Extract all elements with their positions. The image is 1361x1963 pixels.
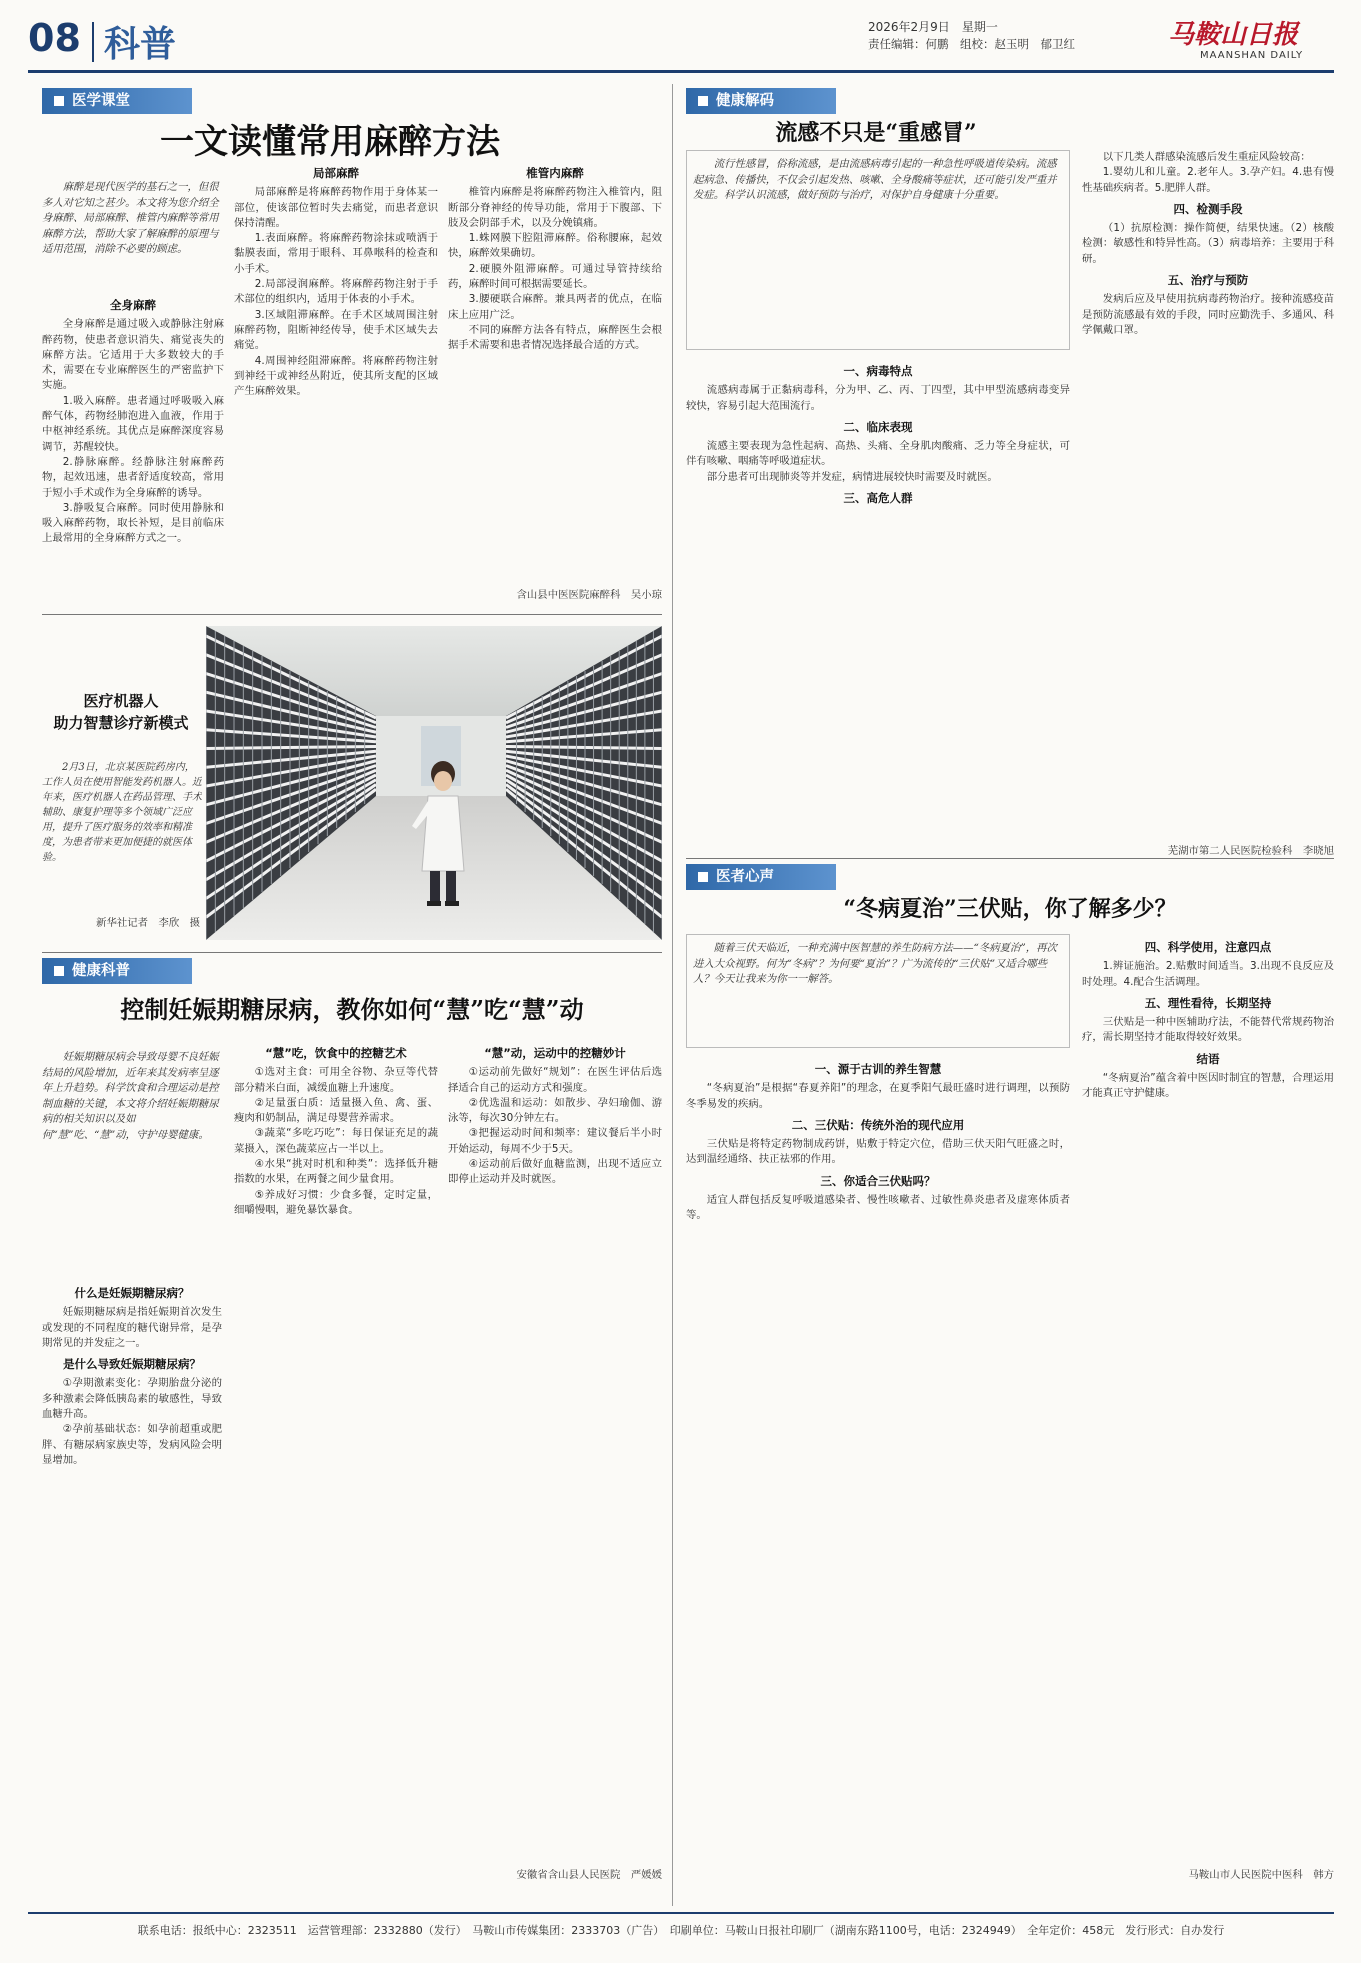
- section-heading: 全身麻醉: [110, 298, 156, 312]
- footer-rule: [28, 1912, 1334, 1914]
- header-rule: [28, 70, 1334, 73]
- intro-text: 麻醉是现代医学的基石之一，但很多人对它知之甚少。本文将为您介绍全身麻醉、局部麻醉、椎管内麻醉等常用麻醉方法，帮助大家了解麻醉的原理与适用范围，消除不必要的顾虑。: [42, 181, 219, 255]
- editors: 责任编辑：何鹏 组校：赵玉明 郁卫红: [868, 37, 1075, 51]
- paragraph: 1.吸入麻醉。患者通过呼吸吸入麻醉气体，药物经肺泡进入血液，作用于中枢神经系统。其优点是麻醉深度容易调节，苏醒较快。: [42, 394, 224, 453]
- section-heading: 三、高危人群: [843, 491, 913, 506]
- section-name: 科普: [104, 23, 177, 65]
- article2-col3: [448, 1040, 662, 1860]
- shelf-row: [206, 747, 376, 749]
- section-heading: 是什么导致妊娠期糖尿病？: [63, 1357, 201, 1372]
- article4-intro: [686, 934, 1070, 1048]
- article1-tag: [42, 88, 192, 114]
- intro-text: 妊娠期糖尿病会导致母婴不良妊娠结局的风险增加，近年来其发病率呈逐年上升趋势。科学饮食和合理运动是控制血糖的关键，本文将介绍妊娠期糖尿病的相关知识以及如何“慧”吃、“慧”动，守护母婴健康。: [42, 1051, 219, 1141]
- paragraph: （1）抗原检测：操作简便，结果快速。（2）核酸检测：敏感性和特异性高。（3）病毒培养：主要用于科研。: [1082, 222, 1334, 265]
- paragraph: “冬病夏治”蕴含着中医因时制宜的智慧，合理运用才能真正守护健康。: [1082, 1072, 1334, 1100]
- article4-col1: [686, 1056, 1070, 1886]
- photo-title-line1: 医疗机器人: [83, 692, 159, 710]
- paragraph: ③把握运动时间和频率：建议餐后半小时开始运动，每周不少于5天。: [448, 1127, 662, 1155]
- article2-author: 安徽省含山县人民医院 严媛媛: [516, 1869, 662, 1881]
- paragraph: ⑤养成好习惯：少食多餐，定时定量，细嚼慢咽，避免暴饮暴食。: [234, 1188, 438, 1216]
- intro-text: 随着三伏天临近，一种充满中医智慧的养生防病方法——“冬病夏治”，再次进入大众视野。何为“冬病”？为何要“夏治”？广为流传的“三伏贴”又适合哪些人？今天让我来为你一一解答。: [693, 942, 1057, 985]
- paragraph: 3.静吸复合麻醉。同时使用静脉和吸入麻醉药物，取长补短，是目前临床上最常用的全身麻醉方式之一。: [42, 501, 224, 545]
- paragraph: 三伏贴是一种中医辅助疗法，不能替代常规药物治疗，需长期坚持才能取得较好效果。: [1082, 1016, 1334, 1044]
- shelf-row: [506, 747, 662, 749]
- tag-label: 医者心声: [716, 869, 774, 885]
- section-heading: 结语: [1196, 1051, 1220, 1066]
- paragraph: 以下几类人群感染流感后发生重症风险较高：: [1102, 151, 1311, 163]
- paragraph: 1.辨证施治。2.贴敷时间适当。3.出现不良反应及时处理。4.配合生活调理。: [1082, 960, 1334, 988]
- page-divider: [672, 84, 673, 1906]
- article4-top-rule: [686, 858, 1334, 859]
- paragraph: 2.局部浸润麻醉。将麻醉药物注射于手术部位的组织内，适用于体表的小手术。: [234, 278, 438, 306]
- article3-author: 芜湖市第二人民医院检验科 李晓旭: [1167, 845, 1334, 857]
- section-heading: “慧”吃，饮食中的控糖艺术: [265, 1046, 407, 1060]
- photo-title: [42, 690, 200, 734]
- article2-title: 控制妊娠期糖尿病，教你如何“慧”吃“慧”动: [120, 995, 584, 1024]
- paragraph: ②优选温和运动：如散步、孕妇瑜伽、游泳等，每次30分钟左右。: [448, 1096, 662, 1125]
- intro-text: 流行性感冒，俗称流感，是由流感病毒引起的一种急性呼吸道传染病。流感起病急、传播快，不仅会引起发热、咳嗽、全身酸痛等症状，还可能引发严重并发症。科学认识流感，做好预防与治疗，对保护自身健康十分重要。: [693, 158, 1057, 201]
- paper-logo: 马鞍山日报: [1168, 20, 1299, 50]
- paragraph: 全身麻醉是通过吸入或静脉注射麻醉药物，使患者意识消失、痛觉丧失的麻醉方法。它适用于大多数较大的手术，需要在专业麻醉医生的严密监护下实施。: [42, 318, 224, 392]
- article1-intro: [42, 180, 222, 286]
- tag-square-icon: [54, 966, 64, 976]
- article4-title: “冬病夏治”三伏贴，你了解多少？: [843, 896, 1177, 922]
- paragraph: ③蔬菜“多吃巧吃”：每日保证充足的蔬菜摄入，深色蔬菜应占一半以上。: [234, 1127, 438, 1155]
- footer-info: 联系电话：报纸中心：2323511 运营管理部：2332880（发行） 马鞍山市传媒集团：2333703（广告） 印刷单位：马鞍山日报社印刷厂（湖南东路1100号，电话：2324949） 全年定价：458元 发行形式：自办发行: [137, 1924, 1225, 1937]
- section-heading: 椎管内麻醉: [526, 166, 584, 180]
- tag-label: 健康解码: [716, 93, 774, 109]
- paragraph: 2.静脉麻醉。经静脉注射麻醉药物，起效迅速，患者舒适度较高，常用于短小手术或作为全身麻醉的诱导。: [42, 455, 224, 499]
- article1-title: 一文读懂常用麻醉方法: [160, 122, 500, 162]
- paragraph: 妊娠期糖尿病是指妊娠期首次发生或发现的不同程度的糖代谢异常，是孕期常见的并发症之一。: [42, 1306, 222, 1349]
- article2-tag: [42, 958, 192, 984]
- paragraph: ①孕期激素变化：孕期胎盘分泌的多种激素会降低胰岛素的敏感性，导致血糖升高。: [42, 1377, 222, 1421]
- page-number: 08: [28, 16, 81, 60]
- paragraph: 适宜人群包括反复呼吸道感染者、慢性咳嗽者、过敏性鼻炎患者及虚寒体质者等。: [686, 1194, 1070, 1222]
- photo-top-rule: [42, 614, 662, 615]
- article3-col2: [1082, 150, 1334, 840]
- paragraph: ②足量蛋白质：适量摄入鱼、禽、蛋、瘦肉和奶制品，满足母婴营养需求。: [234, 1096, 438, 1125]
- tag-label: 健康科普: [72, 963, 130, 979]
- weekday: 星期一: [961, 20, 998, 34]
- article1-col3: [448, 160, 662, 580]
- paper-english: MAANSHAN DAILY: [1200, 50, 1304, 61]
- paragraph: 部分患者可出现肺炎等并发症，病情进展较快时需要及时就医。: [706, 470, 998, 483]
- article3-intro: [686, 150, 1070, 350]
- section-heading: 二、临床表现: [843, 419, 913, 434]
- section-heading: 三、你适合三伏贴吗？: [820, 1173, 936, 1188]
- section-heading: 局部麻醉: [313, 166, 359, 180]
- paragraph: ①选对主食：可用全谷物、杂豆等代替部分精米白面，减缓血糖上升速度。: [234, 1066, 438, 1094]
- paragraph: 3.腰硬联合麻醉。兼具两者的优点，在临床上应用广泛。: [448, 293, 662, 321]
- photo-caption: [42, 760, 202, 910]
- article4-tag: [686, 864, 836, 890]
- article1-col2: [234, 160, 438, 604]
- paragraph: ④水果“挑对时机和种类”：选择低升糖指数的水果，在两餐之间少量食用。: [234, 1158, 438, 1186]
- paragraph: 流感主要表现为急性起病、高热、头痛、全身肌肉酸痛、乏力等全身症状，可伴有咳嗽、咽痛等呼吸道症状。: [686, 440, 1070, 468]
- paragraph: ①运动前先做好“规划”：在医生评估后选择适合自己的运动方式和强度。: [448, 1066, 662, 1094]
- paragraph: 不同的麻醉方法各有特点，麻醉医生会根据手术需要和患者情况选择最合适的方式。: [448, 323, 662, 352]
- paragraph: 1.蛛网膜下腔阻滞麻醉。俗称腰麻，起效快，麻醉效果确切。: [448, 232, 662, 260]
- article1-col1: [42, 292, 224, 604]
- paragraph: 2.硬膜外阻滞麻醉。可通过导管持续给药，麻醉时间可根据需要延长。: [448, 262, 662, 291]
- photo-credit: 新华社记者 李欣 摄: [96, 917, 200, 929]
- header-separator: [92, 22, 94, 62]
- tag-label: 医学课堂: [72, 93, 130, 109]
- article2-col2: [234, 1040, 438, 1886]
- paragraph: 局部麻醉是将麻醉药物作用于身体某一部位，使该部位暂时失去痛觉，而患者意识保持清醒。: [234, 186, 438, 229]
- paragraph: 4.周围神经阻滞麻醉。将麻醉药物注射到神经干或神经丛附近，使其所支配的区域产生麻醉效果。: [234, 354, 438, 398]
- section-heading: 四、科学使用，注意四点: [1144, 940, 1272, 954]
- section-heading: 四、检测手段: [1173, 201, 1243, 216]
- paragraph: ②孕前基础状态：如孕前超重或肥胖、有糖尿病家族史等，发病风险会明显增加。: [42, 1423, 222, 1466]
- section-heading: 一、病毒特点: [843, 364, 913, 378]
- robot-pharmacy-photo: [206, 626, 662, 940]
- paragraph: ④运动前后做好血糖监测，出现不适应立即停止运动并及时就医。: [448, 1158, 662, 1186]
- paragraph: 发病后应及早使用抗病毒药物治疗。接种流感疫苗是预防流感最有效的手段，同时应勤洗手、多通风、科学佩戴口罩。: [1082, 293, 1334, 336]
- header-date: [868, 18, 998, 35]
- section-heading: 五、理性看待，长期坚持: [1144, 995, 1272, 1010]
- tag-square-icon: [54, 96, 64, 106]
- tag-square-icon: [698, 872, 708, 882]
- article1-author: 含山县中医医院麻醉科 吴小琼: [516, 589, 662, 601]
- date: 2026年2月9日: [868, 20, 950, 34]
- photo-title-line2: 助力智慧诊疗新模式: [53, 714, 189, 732]
- paragraph: 流感病毒属于正黏病毒科，分为甲、乙、丙、丁四型，其中甲型流感病毒变异较快，容易引起大范围流行。: [686, 384, 1070, 412]
- article3-tag: [686, 88, 836, 114]
- article2-col1: [42, 1280, 222, 1886]
- section-heading: 一、源于古训的养生智慧: [814, 1062, 942, 1076]
- caption-text: 2月3日，北京某医院药房内，工作人员在使用智能发药机器人。近年来，医疗机器人在药品管理、手术辅助、康复护理等多个领域广泛应用，提升了医疗服务的效率和精准度，为患者带来更加便捷的就医体验。: [42, 762, 202, 863]
- paragraph: 椎管内麻醉是将麻醉药物注入椎管内，阻断部分脊神经的传导功能，常用于下腹部、下肢及会阴部手术，以及分娩镇痛。: [448, 186, 662, 229]
- section-heading: “慧”动，运动中的控糖妙计: [484, 1046, 626, 1060]
- paragraph: 三伏贴是将特定药物制成药饼，贴敷于特定穴位，借助三伏天阳气旺盛之时，达到温经通络、扶正祛邪的作用。: [686, 1138, 1070, 1166]
- paragraph: 3.区域阻滞麻醉。在手术区域周围注射麻醉药物，阻断神经传导，使手术区域失去痛觉。: [234, 308, 438, 352]
- article2-intro: [42, 1050, 222, 1268]
- page-header: [28, 14, 1338, 74]
- tag-square-icon: [698, 96, 708, 106]
- article4-author: 马鞍山市人民医院中医科 韩方: [1188, 1869, 1334, 1881]
- article2-top-rule: [42, 952, 662, 953]
- article4-col2: [1082, 934, 1334, 1864]
- paragraph: 1.表面麻醉。将麻醉药物涂抹或喷洒于黏膜表面，常用于眼科、耳鼻喉科的检查和小手术。: [234, 232, 438, 275]
- paragraph: “冬病夏治”是根据“春夏养阳”的理念，在夏季阳气最旺盛时进行调理，以预防冬季易发的疾病。: [686, 1082, 1070, 1110]
- section-heading: 五、治疗与预防: [1167, 273, 1249, 288]
- section-heading: 什么是妊娠期糖尿病？: [74, 1286, 190, 1300]
- paragraph: 1.婴幼儿和儿童。2.老年人。3.孕产妇。4.患有慢性基础疾病者。5.肥胖人群。: [1082, 166, 1334, 194]
- article3-col1: [686, 358, 1070, 838]
- section-heading: 二、三伏贴：传统外治的现代应用: [791, 1117, 965, 1132]
- article3-title: 流感不只是“重感冒”: [775, 120, 977, 146]
